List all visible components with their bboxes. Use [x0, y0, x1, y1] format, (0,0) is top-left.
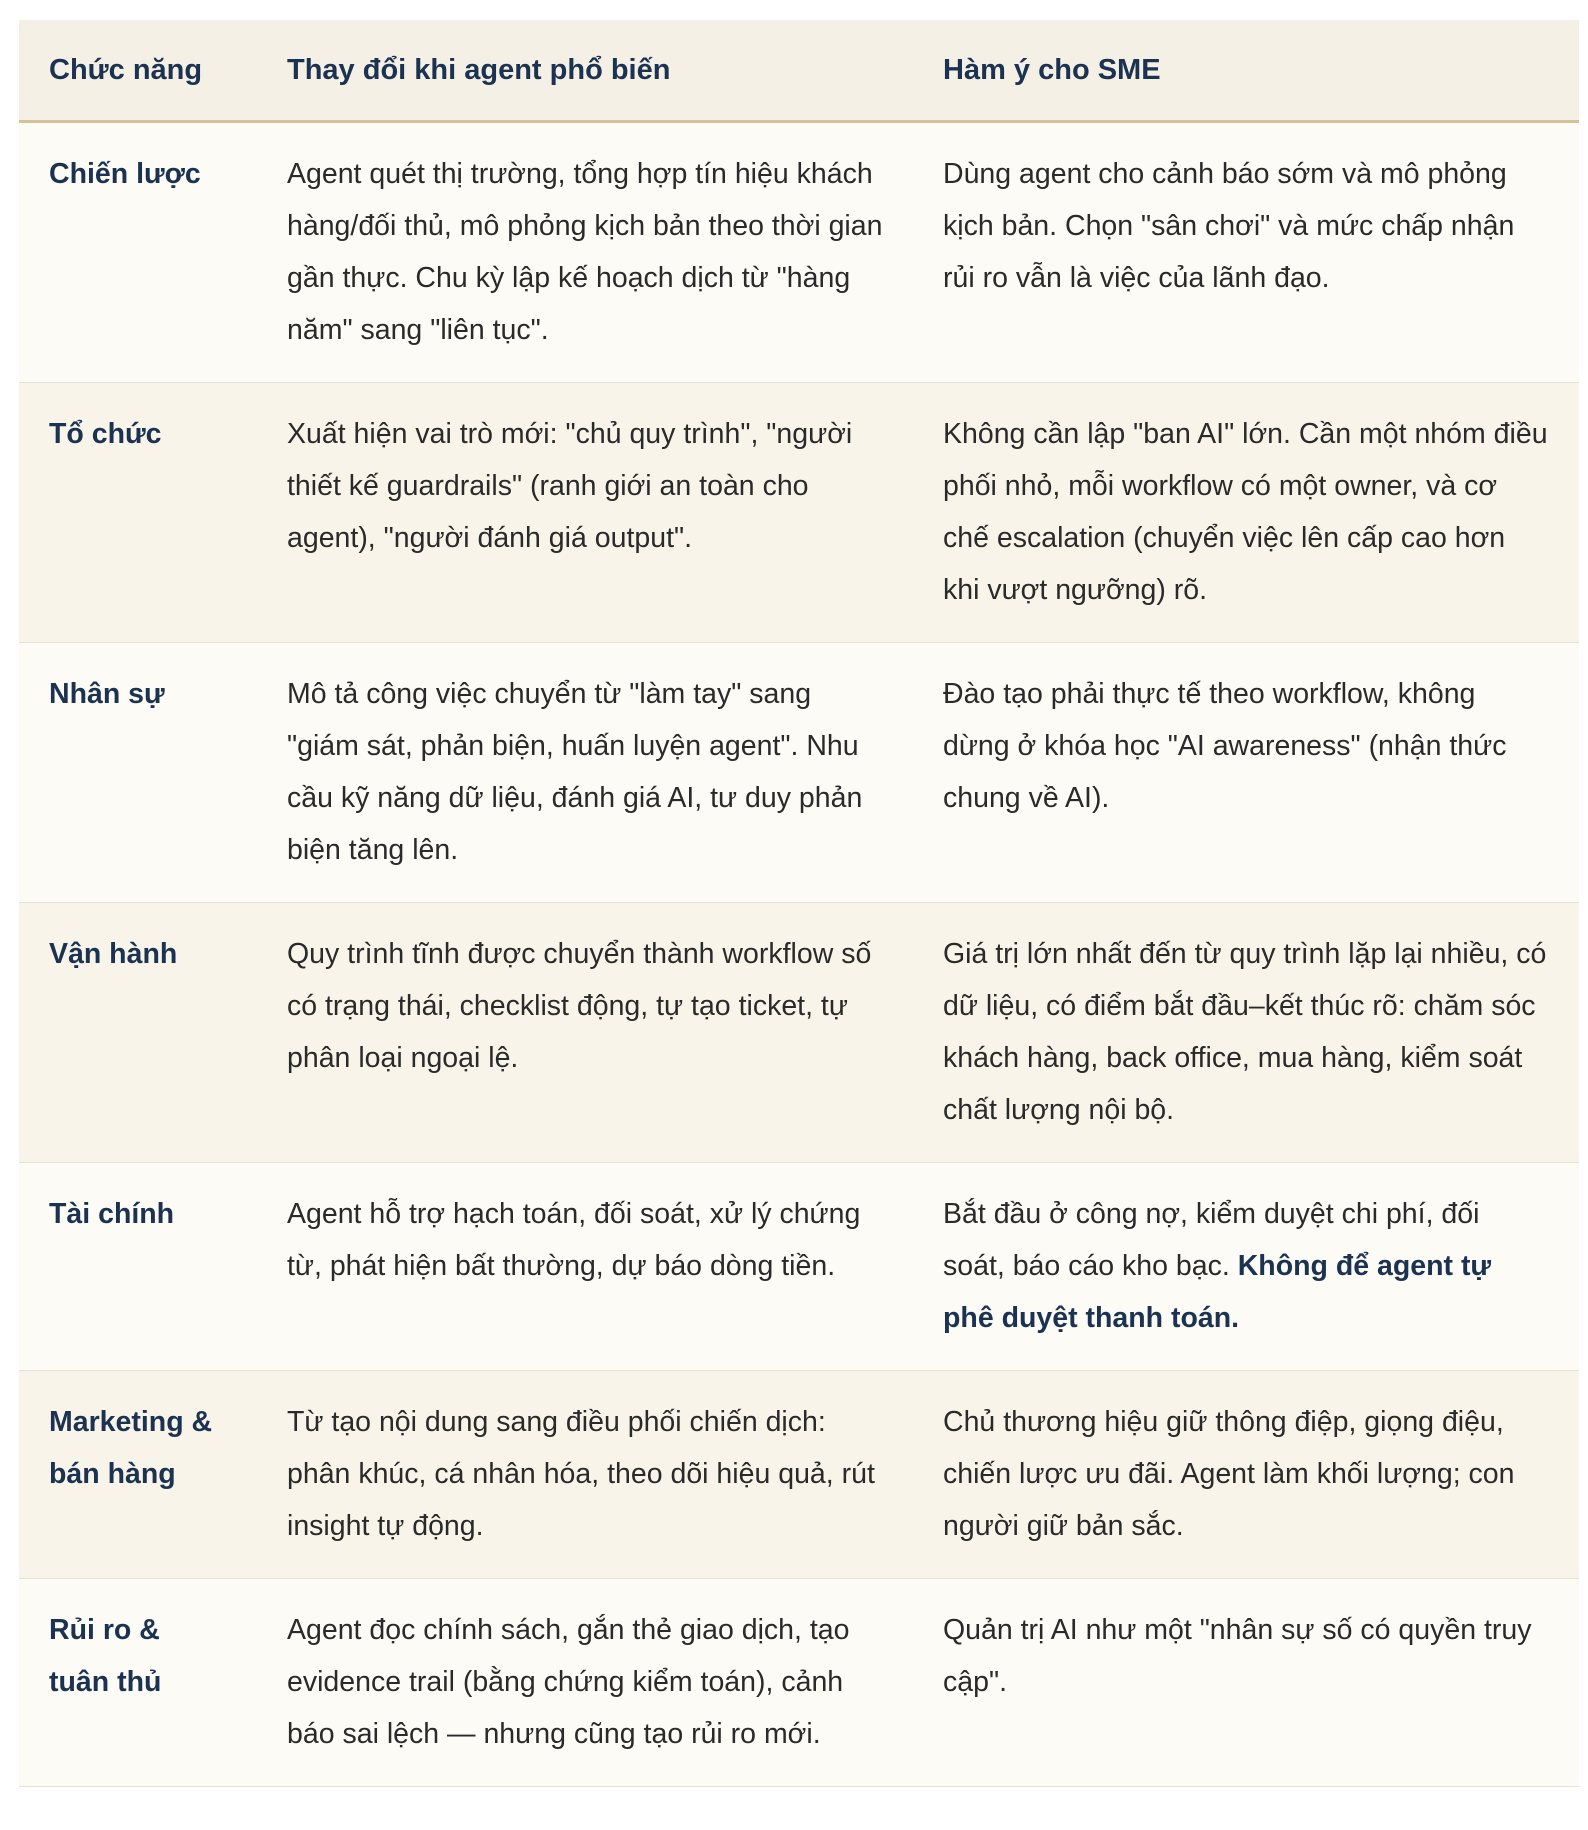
- cell-implication: [913, 1579, 1579, 1787]
- implication-text: Dùng agent cho cảnh báo sớm và mô phỏng kịch bản. Chọn "sân chơi" và mức chấp nhận rủi ro vẫn là việc của lãnh đạo.: [943, 158, 1515, 294]
- table-row: [19, 1163, 1579, 1371]
- implication-text: Giá trị lớn nhất đến từ quy trình lặp lại nhiều, có dữ liệu, có điểm bắt đầu–kết thúc rõ: chăm sóc khách hàng, back office, mua hàng, kiểm soát chất lượng nội bộ.: [943, 938, 1547, 1126]
- cell-change: Từ tạo nội dung sang điều phối chiến dịch: phân khúc, cá nhân hóa, theo dõi hiệu quả, rút insight tự động.: [257, 1371, 913, 1579]
- table-row: [19, 383, 1579, 643]
- cell-implication: [913, 903, 1579, 1163]
- table-row: [19, 122, 1579, 383]
- table-row: [19, 643, 1579, 903]
- header-row: [19, 20, 1579, 122]
- cell-function: Rủi ro & tuân thủ: [19, 1579, 257, 1787]
- cell-implication: [913, 122, 1579, 383]
- cell-function: Vận hành: [19, 903, 257, 1163]
- cell-implication: [913, 1371, 1579, 1579]
- cell-implication: [913, 643, 1579, 903]
- table-row: [19, 1579, 1579, 1787]
- implication-text: Bắt đầu ở công nợ, kiểm duyệt chi phí, đối soát, báo cáo kho bạc.: [943, 1198, 1480, 1282]
- cell-change: Xuất hiện vai trò mới: "chủ quy trình", "người thiết kế guardrails" (ranh giới an toàn cho agent), "người đánh giá output".: [257, 383, 913, 643]
- implication-text: Đào tạo phải thực tế theo workflow, không dừng ở khóa học "AI awareness" (nhận thức chung về AI).: [943, 678, 1507, 814]
- cell-change: Quy trình tĩnh được chuyển thành workflow số có trạng thái, checklist động, tự tạo ticket, tự phân loại ngoại lệ.: [257, 903, 913, 1163]
- table-row: [19, 903, 1579, 1163]
- cell-function: Tài chính: [19, 1163, 257, 1371]
- header-change: Thay đổi khi agent phổ biến: [257, 20, 913, 122]
- cell-function: Tổ chức: [19, 383, 257, 643]
- cell-implication: [913, 383, 1579, 643]
- cell-implication: [913, 1163, 1579, 1371]
- implication-text: Chủ thương hiệu giữ thông điệp, giọng điệu, chiến lược ưu đãi. Agent làm khối lượng; con người giữ bản sắc.: [943, 1406, 1515, 1542]
- implication-text: Quản trị AI như một "nhân sự số có quyền truy cập".: [943, 1614, 1532, 1698]
- cell-change: Agent quét thị trường, tổng hợp tín hiệu khách hàng/đối thủ, mô phỏng kịch bản theo thời gian gần thực. Chu kỳ lập kế hoạch dịch từ "hàng năm" sang "liên tục".: [257, 122, 913, 383]
- cell-change: Agent đọc chính sách, gắn thẻ giao dịch, tạo evidence trail (bằng chứng kiểm toán), cảnh báo sai lệch — nhưng cũng tạo rủi ro mới.: [257, 1579, 913, 1787]
- cell-change: Mô tả công việc chuyển từ "làm tay" sang "giám sát, phản biện, huấn luyện agent". Nhu cầu kỹ năng dữ liệu, đánh giá AI, tư duy phản biện tăng lên.: [257, 643, 913, 903]
- header-implication: Hàm ý cho SME: [913, 20, 1579, 122]
- cell-function: Marketing & bán hàng: [19, 1371, 257, 1579]
- comparison-table-container: [19, 20, 1579, 1787]
- cell-change: Agent hỗ trợ hạch toán, đối soát, xử lý chứng từ, phát hiện bất thường, dự báo dòng tiền.: [257, 1163, 913, 1371]
- header-function: Chức năng: [19, 20, 257, 122]
- table-header: [19, 20, 1579, 122]
- table-body: [19, 122, 1579, 1787]
- implication-text: Không cần lập "ban AI" lớn. Cần một nhóm điều phối nhỏ, mỗi workflow có một owner, và cơ chế escalation (chuyển việc lên cấp cao hơn khi vượt ngưỡng) rõ.: [943, 418, 1548, 606]
- implication-emphasis: Không để agent tự phê duyệt thanh toán.: [943, 1250, 1492, 1334]
- cell-function: Chiến lược: [19, 122, 257, 383]
- table-row: [19, 1371, 1579, 1579]
- cell-function: Nhân sự: [19, 643, 257, 903]
- comparison-table: [19, 20, 1579, 1787]
